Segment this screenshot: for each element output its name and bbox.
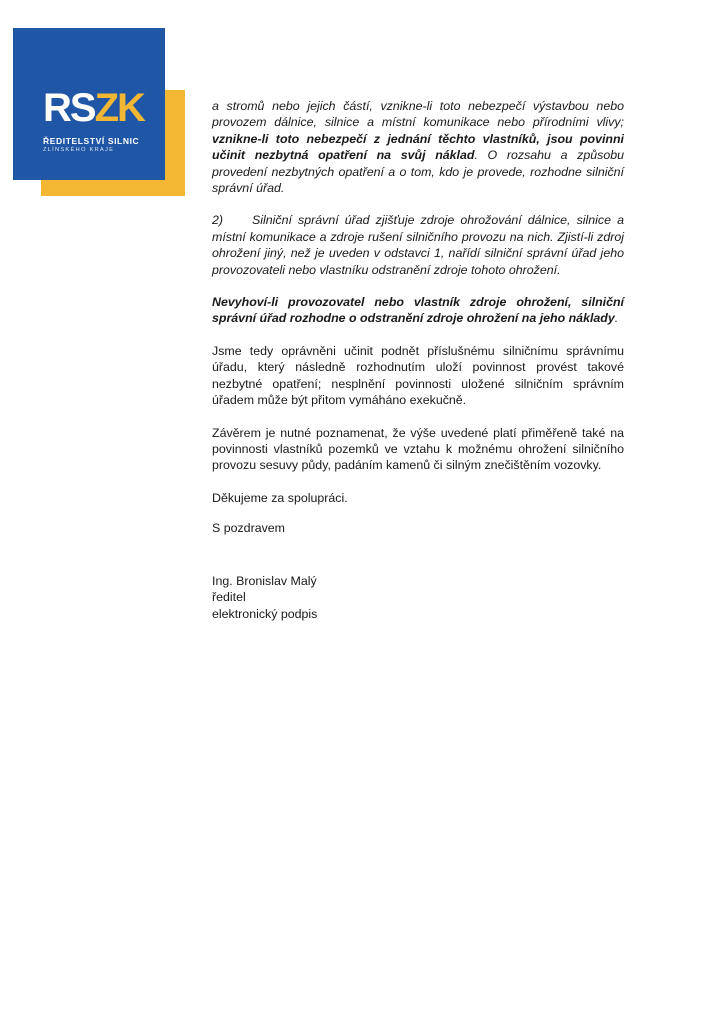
rszk-logo [13, 28, 185, 196]
paragraph-4: Jsme tedy oprávněni učinit podnět příslušnému silničnímu správnímu úřadu, který následně rozhodnutím uloží povinnost provést takové nezbytné opatření; nesplnění povinnosti uložené silničním správním úřadem může být přitom vymáháno exekučně. [212, 343, 624, 408]
paragraph-1-text-a: a stromů nebo jejich částí, vznikne-li toto nebezpečí výstavbou nebo provozem dálnice, silnice a místní komunikace nebo přírodními vlivy; [212, 99, 624, 130]
paragraph-1-text-c: . O rozsahu a způsobu provedení nezbytných opatření a o tom, kdo je provede, rozhodne silniční správní úřad. [212, 148, 625, 196]
paragraph-2-text: Silniční správní úřad zjišťuje zdroje ohrožování dálnice, silnice a místní komunikace a zdroje rušení silničního provozu na nich. Zjistí-li zdroj ohrožení jiný, než je uveden v odstavci 1, nařídí silniční správní úřad jeho provozovateli nebo vlastníku odstranění zdroje tohoto ohrožení. [212, 213, 624, 277]
greeting-line: S pozdravem [212, 521, 286, 536]
paragraph-3-text: Nevyhoví-li provozovatel nebo vlastník zdroje ohrožení, silniční správní úřad rozhodne o odstranění zdroje ohrožení na jeho náklady [212, 295, 624, 326]
letter-body [212, 98, 624, 551]
signature-block [212, 573, 317, 622]
paragraph-5: Závěrem je nutné poznamenat, že výše uvedené platí přiměřeně také na povinnosti vlastníků pozemků ve vztahu k možnému ohrožení silničního provozu sesuvy půdy, padáním kamenů či silným znečištěním vozovky. [212, 425, 624, 473]
signatory-title: ředitel [212, 590, 246, 605]
paragraph-3 [212, 294, 624, 327]
logo-rs: RS [43, 86, 95, 130]
paragraph-1-bold: vznikne-li toto nebezpečí z jednání těchto vlastníků, jsou povinni učinit nezbytná opatření na svůj náklad [212, 131, 624, 163]
thanks-line: Děkujeme za spolupráci. [212, 490, 348, 505]
logo-region: ZLÍNSKÉHO KRAJE [43, 147, 115, 153]
paragraph-2-number: 2) [212, 213, 224, 228]
logo-letters [43, 88, 144, 128]
signatory-name: Ing. Bronislav Malý [212, 574, 317, 588]
paragraph-1 [212, 98, 624, 196]
logo-zk: ZK [94, 86, 144, 130]
paragraph-2 [212, 212, 624, 278]
paragraph-3-end: . [614, 311, 619, 326]
signature-note: elektronický podpis [212, 606, 318, 621]
logo-org-name: ŘEDITELSTVÍ SILNIC [43, 136, 140, 146]
